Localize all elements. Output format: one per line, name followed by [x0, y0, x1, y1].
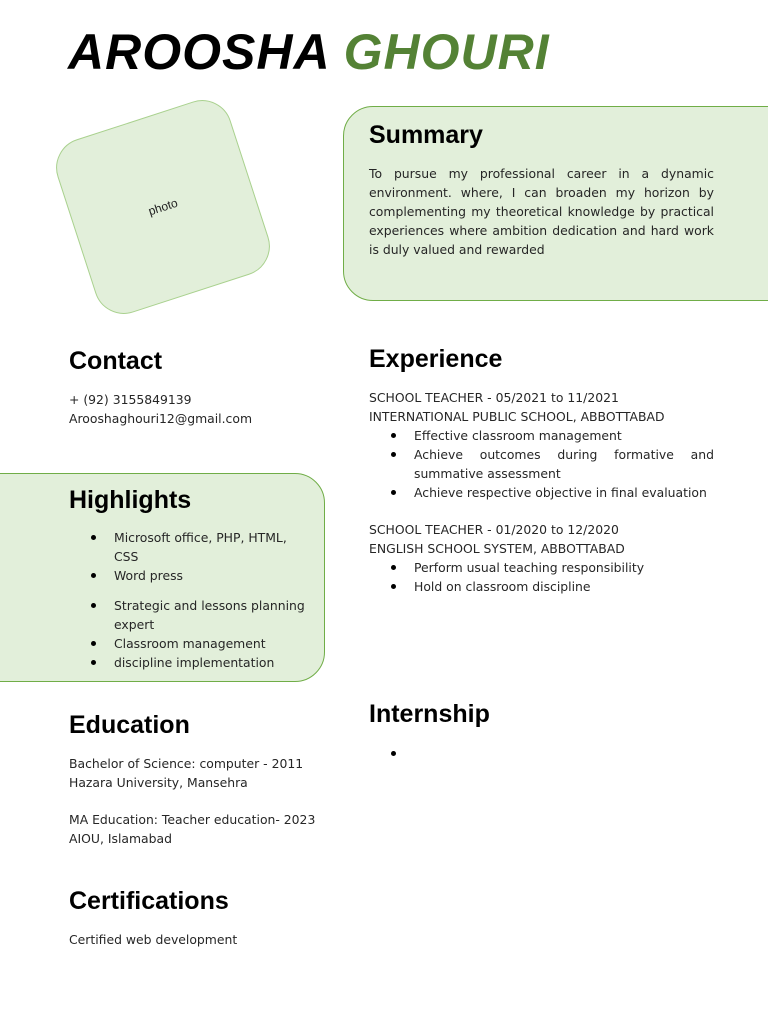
internship-heading: Internship: [369, 700, 490, 728]
list-item: Classroom management: [69, 634, 314, 653]
list-item: Achieve outcomes during formative and summative assessment: [369, 445, 714, 483]
summary-heading: Summary: [369, 121, 483, 149]
education-degree: MA Education: Teacher education- 2023: [69, 812, 316, 827]
last-name: GHOURI: [343, 24, 550, 80]
highlights-heading: Highlights: [69, 486, 192, 514]
contact-heading: Contact: [69, 347, 163, 375]
photo-label: photo: [146, 195, 180, 219]
list-item: Word press: [69, 566, 314, 585]
first-name: AROOSHA: [68, 24, 329, 80]
list-item: Perform usual teaching responsibility: [369, 558, 714, 577]
certification-item: Certified web development: [69, 932, 238, 947]
job-organization: ENGLISH SCHOOL SYSTEM, ABBOTTABAD: [369, 541, 625, 556]
education-institution: AIOU, Islamabad: [69, 831, 172, 846]
list-item: [369, 744, 714, 763]
summary-text: To pursue my professional career in a dynamic environment. where, I can broaden my horizon by complementing my theoretical knowledge by practical experiences where ambition dedication and hard work is duly valued and rewarded: [369, 166, 714, 257]
list-item: Effective classroom management: [369, 426, 714, 445]
list-item: Microsoft office, PHP, HTML, CSS: [69, 528, 314, 566]
list-item: discipline implementation: [69, 653, 314, 672]
education-degree: Bachelor of Science: computer - 2011: [69, 756, 304, 771]
list-item: Achieve respective objective in final evaluation: [369, 483, 714, 502]
education-heading: Education: [69, 711, 190, 739]
photo-placeholder: [48, 92, 277, 321]
job-duties-list: [369, 426, 714, 502]
highlights-list: [69, 528, 314, 672]
list-item: Strategic and lessons planning expert: [69, 596, 314, 634]
job-duties-list: [369, 558, 714, 596]
experience-heading: Experience: [369, 345, 503, 373]
candidate-name: [68, 26, 550, 78]
certifications-heading: Certifications: [69, 887, 229, 915]
job-title: SCHOOL TEACHER - 01/2020 to 12/2020: [369, 522, 619, 537]
list-item: Hold on classroom discipline: [369, 577, 714, 596]
contact-email: Arooshaghouri12@gmail.com: [69, 411, 253, 426]
contact-phone: + (92) 3155849139: [69, 392, 192, 407]
internship-list: [369, 744, 714, 763]
job-title: SCHOOL TEACHER - 05/2021 to 11/2021: [369, 390, 619, 405]
job-organization: INTERNATIONAL PUBLIC SCHOOL, ABBOTTABAD: [369, 409, 665, 424]
education-institution: Hazara University, Mansehra: [69, 775, 248, 790]
